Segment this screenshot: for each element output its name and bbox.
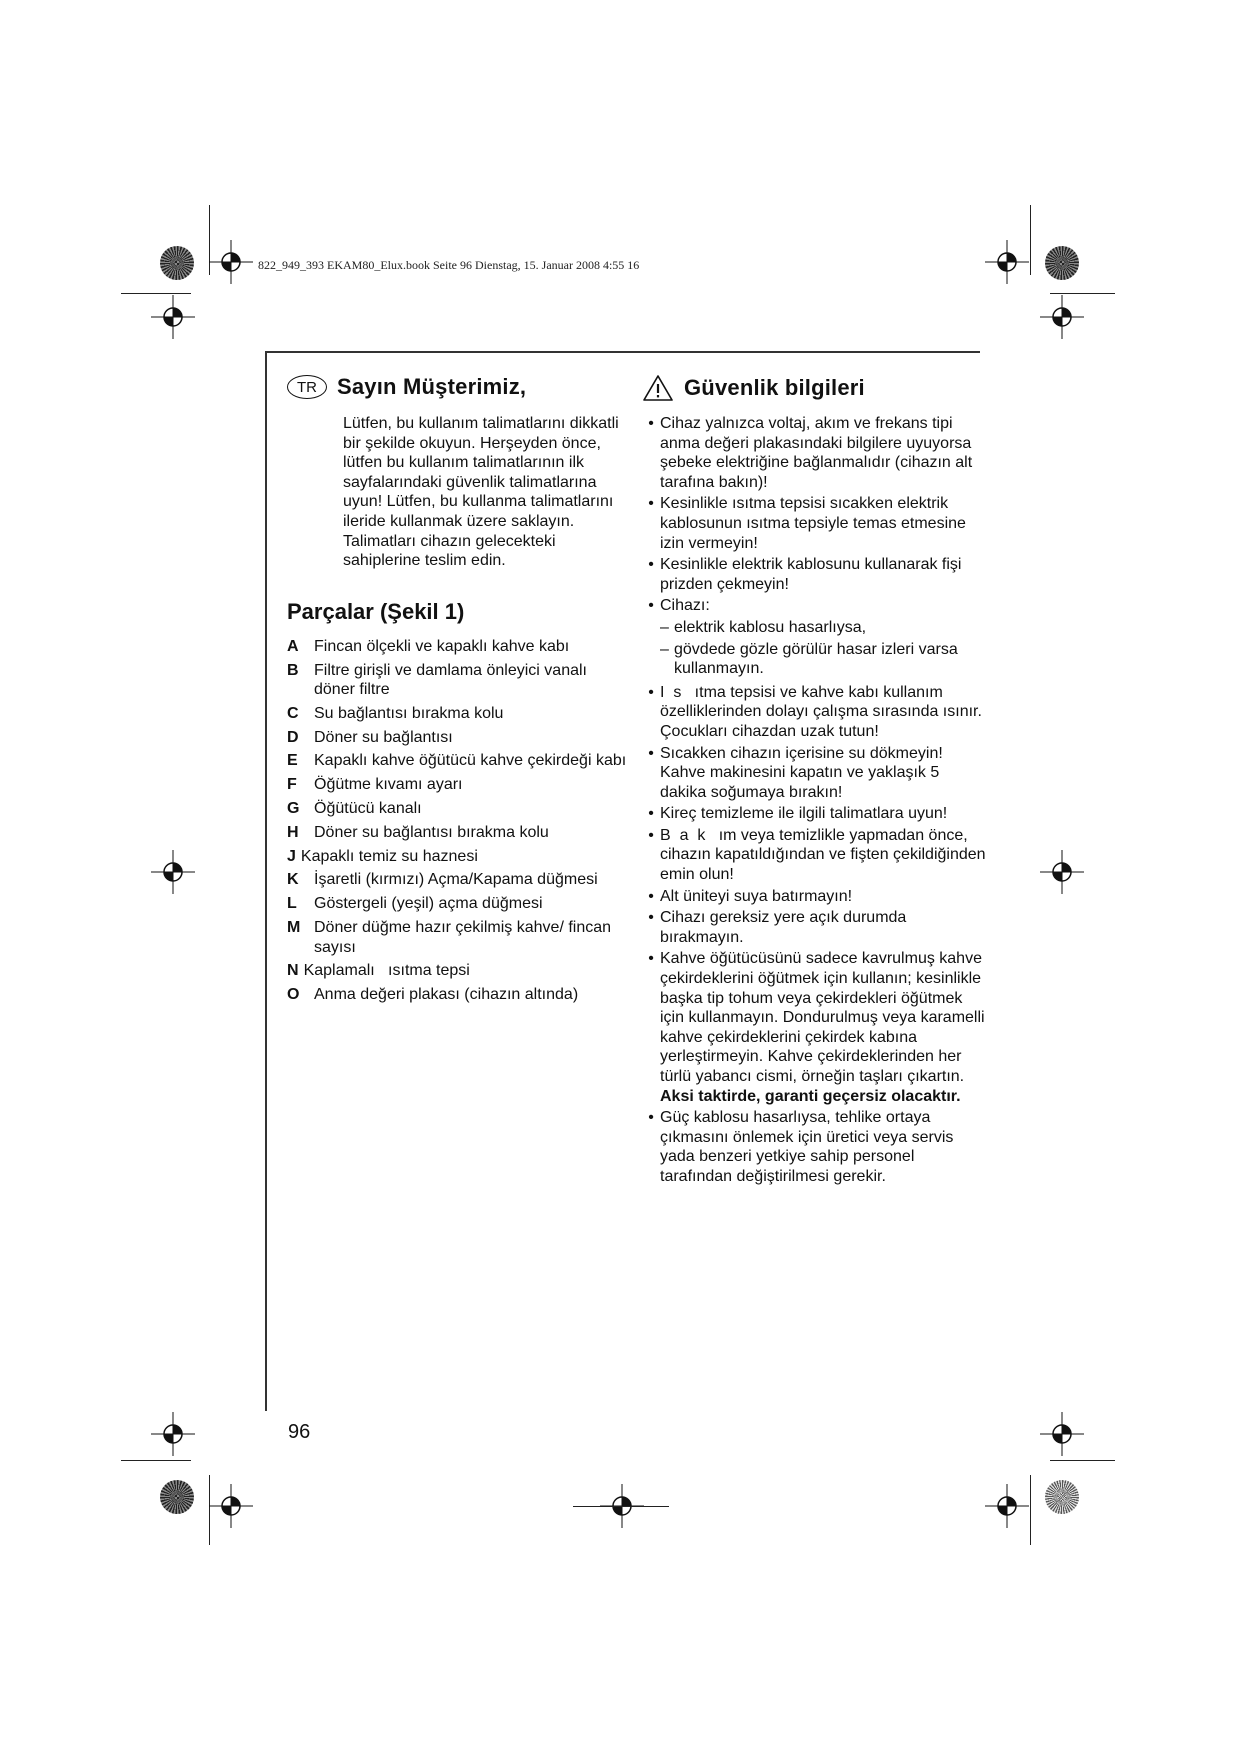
safety-text: Alt üniteyi suya batırmayın! bbox=[660, 887, 853, 905]
part-letter: O bbox=[287, 986, 300, 1004]
safety-title: Güvenlik bilgileri bbox=[684, 375, 865, 400]
color-rosette-icon bbox=[1045, 1480, 1079, 1514]
part-letter: N bbox=[287, 962, 299, 980]
part-letter: G bbox=[287, 800, 300, 818]
list-item bbox=[287, 751, 632, 771]
list-item bbox=[287, 870, 632, 890]
part-text: Döner su bağlantısı bırakma kolu bbox=[314, 823, 549, 841]
list-item bbox=[287, 704, 632, 724]
registration-crosshair-icon bbox=[151, 1412, 195, 1456]
crop-line bbox=[1050, 293, 1115, 294]
list-item: • Kesinlikle elektrik kablosunu kullanarak fişi prizden çekmeyin! bbox=[642, 555, 987, 594]
print-header: 822_949_393 EKAM80_Elux.book Seite 96 Dienstag, 15. Januar 2008 4:55 16 bbox=[258, 258, 640, 272]
list-item bbox=[287, 961, 632, 981]
list-item: • I s ıtma tepsisi ve kahve kabı kullanım özelliklerinden dolayı çalışma sırasında ısınır. Çocukları cihazdan uzak tutun! bbox=[648, 683, 987, 740]
warranty-warning: Aksi taktirde, garanti geçersiz olacaktır. bbox=[660, 1087, 961, 1105]
registration-crosshair-icon bbox=[1040, 1412, 1084, 1456]
color-rosette-icon bbox=[160, 246, 194, 280]
sub-item: – elektrik kablosu hasarlıysa, bbox=[660, 618, 867, 636]
part-text: Kaplamalı ısıtma tepsi bbox=[303, 962, 470, 980]
part-letter: B bbox=[287, 661, 299, 679]
part-letter: F bbox=[287, 776, 297, 794]
safety-text: B a k ım veya temizlikle yapmadan önce, cihazın kapatıldığından ve fişten çekildiğinden emin olun! bbox=[660, 826, 990, 884]
part-letter: H bbox=[287, 823, 299, 841]
safety-text: Cihazı gereksiz yere açık durumda bırakmayın. bbox=[660, 909, 907, 946]
part-letter: M bbox=[287, 918, 301, 936]
list-item bbox=[287, 637, 632, 657]
registration-crosshair-icon bbox=[209, 240, 253, 284]
part-letter: D bbox=[287, 728, 299, 746]
right-column bbox=[642, 374, 990, 1189]
part-text: Kapaklı temiz su haznesi bbox=[300, 847, 478, 865]
part-text: Döner düğme hazır çekilmiş kahve/ fincan sayısı bbox=[314, 918, 612, 956]
list-item: • Alt üniteyi suya batırmayın! bbox=[642, 887, 987, 907]
registration-crosshair-icon bbox=[209, 1484, 253, 1528]
part-text: Döner su bağlantısı bbox=[314, 728, 453, 746]
list-item: • Cihazı gereksiz yere açık durumda bırakmayın. bbox=[642, 908, 987, 947]
list-item bbox=[287, 775, 632, 795]
part-letter: A bbox=[287, 637, 299, 655]
list-item: • Sıcakken cihazın içerisine su dökmeyin! Kahve makinesini kapatın ve yaklaşık 5 dakika soğumaya bırakın! bbox=[642, 744, 987, 803]
tr-badge-icon: TR bbox=[287, 375, 327, 399]
list-item bbox=[287, 894, 632, 914]
safety-list bbox=[642, 414, 990, 1187]
part-letter: E bbox=[287, 752, 298, 770]
part-text: Anma değeri plakası (cihazın altında) bbox=[314, 986, 579, 1004]
left-column bbox=[287, 374, 632, 1009]
crop-line bbox=[1030, 205, 1031, 275]
list-item: • Kesinlikle ısıtma tepsisi sıcakken elektrik kablosunun ısıtma tepsiyle temas etmesine izin vermeyin! bbox=[642, 494, 987, 553]
safety-text: Kesinlikle elektrik kablosunu kullanarak fişi prizden çekmeyin! bbox=[660, 556, 962, 593]
warning-triangle-icon bbox=[642, 374, 674, 402]
list-item bbox=[287, 985, 632, 1005]
list-item bbox=[287, 799, 632, 819]
registration-crosshair-icon bbox=[985, 240, 1029, 284]
part-letter: K bbox=[287, 871, 299, 889]
list-item: • Güç kablosu hasarlıysa, tehlike ortaya çıkmasını önlemek için üretici veya servis yada benzeri yetkiye sahip personel tarafından değiştirilmesi gerekir. bbox=[642, 1108, 987, 1186]
greeting-body: Lütfen, bu kullanım talimatlarını dikkatli bir şekilde okuyun. Herşeyden önce, lütfen bu kullanım talimatlarının ilk sayfalarındaki güvenlik talimatlarına uyun! Lütfen, bu kullanma talimatlarını ileride kullanmak üzere saklayın. Talimatları cihazın gelecekteki sahiplerine teslim edin. bbox=[343, 415, 619, 570]
safety-text: Cihazı: bbox=[660, 597, 710, 615]
parts-list bbox=[287, 637, 632, 1005]
crop-line bbox=[121, 1460, 191, 1461]
color-rosette-icon bbox=[160, 1480, 194, 1514]
safety-text: Güç kablosu hasarlıysa, tehlike ortaya çıkmasını önlemek için üretici veya servis yada benzeri yetkiye sahip personel tarafından değiştirilmesi gerekir. bbox=[660, 1109, 954, 1185]
part-letter: L bbox=[287, 895, 297, 913]
part-letter: C bbox=[287, 704, 299, 722]
part-text: Öğütme kıvamı ayarı bbox=[314, 776, 463, 794]
part-text: Filtre girişli ve damlama önleyici vanalı döner filtre bbox=[314, 661, 587, 699]
part-text: Kapaklı kahve öğütücü kahve çekirdeği kabı bbox=[314, 752, 627, 770]
page-frame-left bbox=[265, 351, 267, 1411]
list-item bbox=[287, 823, 632, 843]
sub-item: – gövdede gözle görülür hasar izleri varsa kullanmayın. bbox=[660, 640, 958, 678]
color-rosette-icon bbox=[1045, 246, 1079, 280]
crop-line bbox=[121, 293, 191, 294]
crop-line bbox=[1050, 1460, 1115, 1461]
greeting-heading bbox=[287, 374, 632, 400]
safety-text: Cihaz yalnızca voltaj, akım ve frekans tipi anma değeri plakasındaki bilgilere uyuyorsa şebeke elektriğine bağlanmalıdır (cihazın alt tarafına bakın)! bbox=[660, 415, 973, 491]
list-item bbox=[287, 661, 632, 700]
list-item bbox=[287, 847, 632, 867]
part-letter: J bbox=[287, 847, 296, 865]
greeting-title: Sayın Müşterimiz, bbox=[337, 374, 527, 399]
registration-crosshair-icon bbox=[1040, 850, 1084, 894]
crop-line bbox=[573, 1506, 669, 1507]
list-item bbox=[287, 918, 632, 957]
crop-line bbox=[1030, 1475, 1031, 1545]
part-text: Öğütücü kanalı bbox=[314, 800, 422, 818]
registration-crosshair-icon bbox=[151, 295, 195, 339]
list-item: • Kahve öğütücüsünü sadece kavrulmuş kahve çekirdeklerini öğütmek için kullanın; kesinlikle başka tip tohum veya çekirdekleri öğütmek için kullanmayın. Dondurulmuş veya karamelli kahve çekirdeklerini çekirdek kabına yerleştirmeyin. Kahve çekirdeklerinden her türlü yabancı cismi, örneğin taşları çıkartın. Aksi taktirde, garanti geçersiz olacaktır. bbox=[648, 950, 985, 1105]
safety-text: Kahve öğütücüsünü sadece kavrulmuş kahve çekirdeklerini öğütmek için kullanın; kesinlikle başka tip tohum veya çekirdekleri öğütmek için kullanmayın. Dondurulmuş veya karamelli kahve çekirdeklerini çekirdek kabına yerleştirmeyin. Kahve çekirdeklerinden her türlü yabancı cismi, örneğin taşları çıkartın. bbox=[660, 950, 985, 1085]
part-text: Fincan ölçekli ve kapaklı kahve kabı bbox=[314, 637, 570, 655]
registration-crosshair-icon bbox=[985, 1484, 1029, 1528]
safety-text: Sıcakken cihazın içerisine su dökmeyin! Kahve makinesini kapatın ve yaklaşık 5 dakika soğumaya bırakın! bbox=[660, 744, 943, 801]
part-text: İşaretli (kırmızı) Açma/Kapama düğmesi bbox=[314, 871, 598, 889]
safety-text: Kesinlikle ısıtma tepsisi sıcakken elektrik kablosunun ısıtma tepsiyle temas etmesine izin vermeyin! bbox=[660, 495, 966, 552]
part-text: Göstergeli (yeşil) açma düğmesi bbox=[314, 895, 543, 913]
list-item bbox=[287, 728, 632, 748]
page-frame-top bbox=[265, 351, 980, 353]
parts-title: Parçalar (Şekil 1) bbox=[287, 598, 465, 624]
safety-text: I s ıtma tepsisi ve kahve kabı kullanım özelliklerinden dolayı çalışma sırasında ısınır. Çocukları cihazdan uzak tutun! bbox=[660, 683, 987, 740]
list-item: • Kireç temizleme ile ilgili talimatlara uyun! bbox=[642, 804, 987, 824]
page-number: 96 bbox=[288, 1421, 311, 1443]
list-item: • B a k ım veya temizlikle yapmadan önce, cihazın kapatıldığından ve fişten çekildiğinden emin olun! bbox=[648, 826, 990, 884]
registration-crosshair-icon bbox=[1040, 295, 1084, 339]
safety-heading bbox=[642, 374, 987, 402]
safety-text: Kireç temizleme ile ilgili talimatlara uyun! bbox=[660, 805, 948, 823]
registration-crosshair-icon bbox=[151, 850, 195, 894]
part-text: Su bağlantısı bırakma kolu bbox=[314, 704, 504, 722]
list-item: • Cihazı: – elektrik kablosu hasarlıysa, – gövdede gözle görülür hasar izleri varsa kullanmayın. bbox=[642, 596, 987, 680]
list-item: • Cihaz yalnızca voltaj, akım ve frekans tipi anma değeri plakasındaki bilgilere uyuyorsa şebeke elektriğine bağlanmalıdır (cihazın alt tarafına bakın)! bbox=[642, 414, 987, 492]
